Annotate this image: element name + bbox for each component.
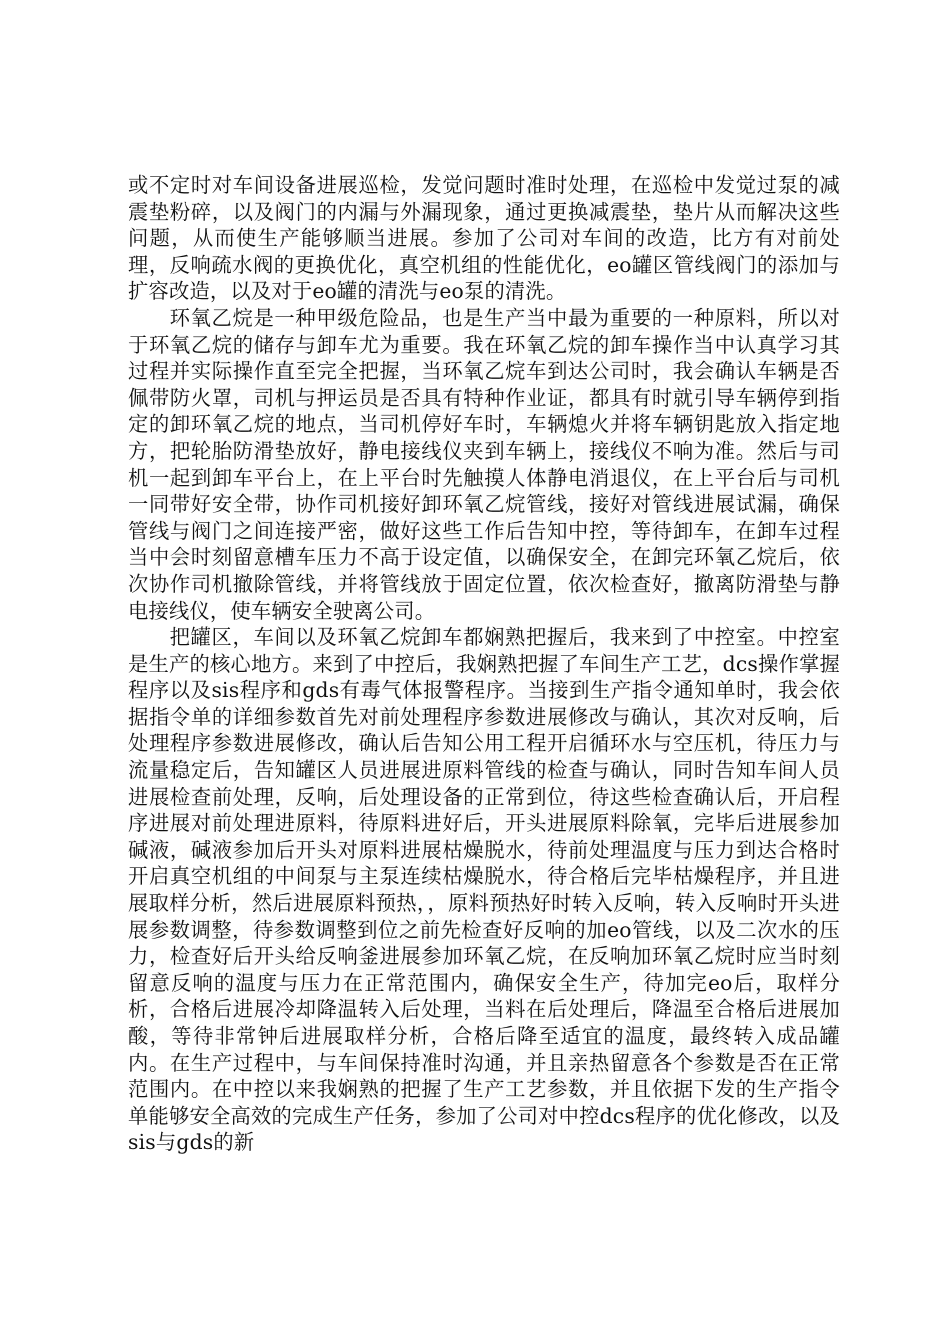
document-body: [128, 172, 840, 1156]
paragraph-3: 把罐区，车间以及环氧乙烷卸车都娴熟把握后，我来到了中控室。中控室是生产的核心地方。来到了中控后，我娴熟把握了车间生产工艺，dcs操作掌握程序以及sis程序和gds有毒气体报警程序。当接到生产指令通知单时，我会依据指令单的详细参数首先对前处理程序参数进展修改与确认，其次对反响，后处理程序参数进展修改，确认后告知公用工程开启循环水与空压机，待压力与流量稳定后，告知罐区人员进展进原料管线的检查与确认，同时告知车间人员进展检查前处理，反响，后处理设备的正常到位，待这些检查确认后，开启程序进展对前处理进原料，待原料进好后，开头进展原料除氧，完毕后进展参加碱液，碱液参加后开头对原料进展枯燥脱水，待前处理温度与压力到达合格时开启真空机组的中间泵与主泵连续枯燥脱水，待合格后完毕枯燥程序，并且进展取样分析，然后进展原料预热，，原料预热好时转入反响，转入反响时开头进展参数调整，待参数调整到位之前先检查好反响的加eo管线，以及二次水的压力，检查好后开头给反响釜进展参加环氧乙烷，在反响加环氧乙烷时应当时刻留意反响的温度与压力在正常范围内，确保安全生产，待加完eo后，取样分析，合格后进展冷却降温转入后处理，当料在后处理后，降温至合格后进展加酸，等待非常钟后进展取样分析，合格后降至适宜的温度，最终转入成品罐内。在生产过程中，与车间保持准时沟通，并且亲热留意各个参数是否在正常范围内。在中控以来我娴熟的把握了生产工艺参数，并且依据下发的生产指令单能够安全高效的完成生产任务，参加了公司对中控dcs程序的优化修改，以及sis与gds的新: [128, 625, 840, 1155]
paragraph-1: 或不定时对车间设备进展巡检，发觉问题时准时处理，在巡检中发觉过泵的减震垫粉碎，以及阀门的内漏与外漏现象，通过更换减震垫，垫片从而解决这些问题，从而使生产能够顺当进展。参加了公司对车间的改造，比方有对前处理，反响疏水阀的更换优化，真空机组的性能优化，eo罐区管线阀门的添加与扩容改造，以及对于eo罐的清洗与eo泵的清洗。: [128, 173, 840, 304]
paragraph-2: 环氧乙烷是一种甲级危险品，也是生产当中最为重要的一种原料，所以对于环氧乙烷的储存与卸车尤为重要。我在环氧乙烷的卸车操作当中认真学习其过程并实际操作直至完全把握，当环氧乙烷车到达公司时，我会确认车辆是否佩带防火罩，司机与押运员是否具有特种作业证，都具有时就引导车辆停到指定的卸环氧乙烷的地点，当司机停好车时，车辆熄火并将车辆钥匙放入指定地方，把轮胎防滑垫放好，静电接线仪夹到车辆上，接线仪不响为准。然后与司机一起到卸车平台上，在上平台时先触摸人体静电消退仪，在上平台后与司机一同带好安全带，协作司机接好卸环氧乙烷管线，接好对管线进展试漏，确保管线与阀门之间连接严密，做好这些工作后告知中控，等待卸车，在卸车过程当中会时刻留意槽车压力不高于设定值，以确保安全，在卸完环氧乙烷后，依次协作司机撤除管线，并将管线放于固定位置，依次检查好，撤离防滑垫与静电接线仪，使车辆安全驶离公司。: [128, 305, 840, 623]
